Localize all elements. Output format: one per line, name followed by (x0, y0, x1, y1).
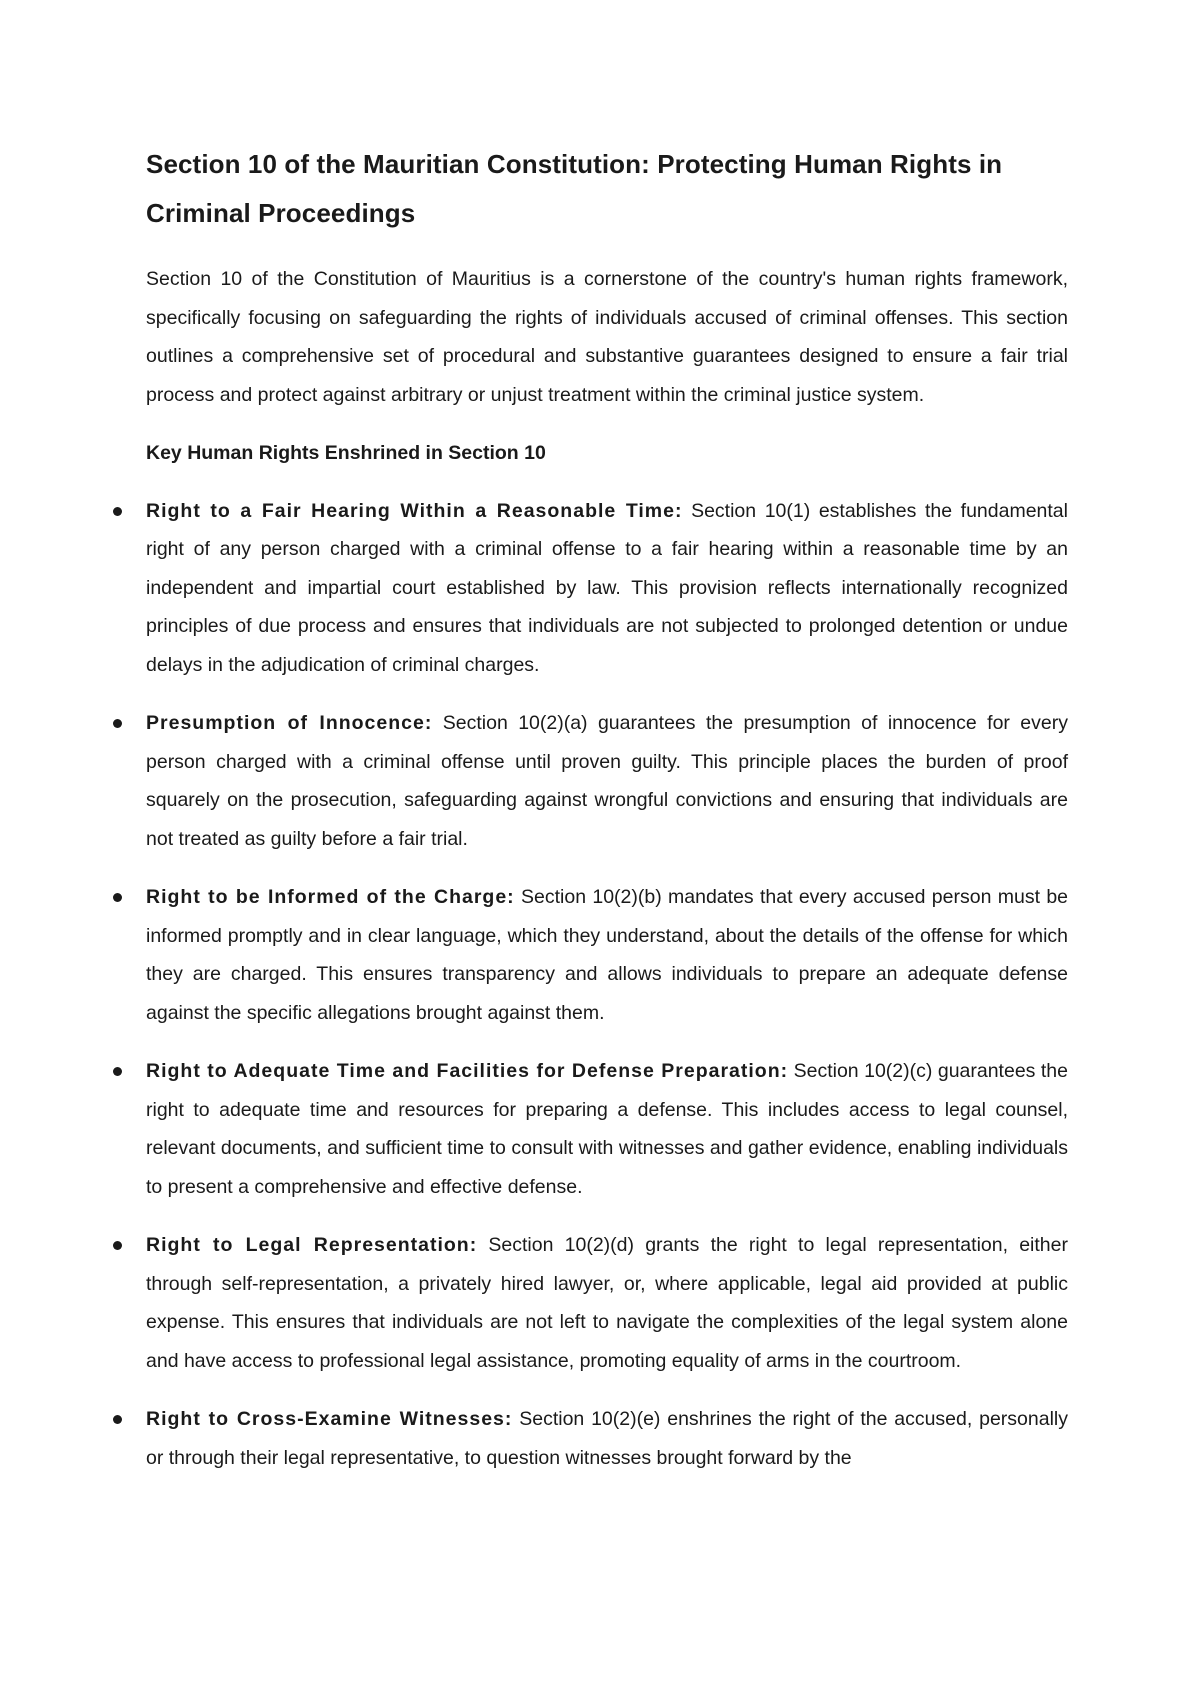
right-term: Right to a Fair Hearing Within a Reasonable Time: (146, 499, 683, 522)
document-page (146, 140, 1068, 1497)
right-term: Presumption of Innocence: (146, 712, 433, 734)
bullet-icon (113, 1241, 122, 1250)
right-term: Right to Cross-Examine Witnesses: (146, 1408, 513, 1430)
right-description: Section 10(2)(e) enshrines the right of the accused, personally or through their legal representative, to question witnesses brought forward by the (146, 1408, 1068, 1469)
right-description: Section 10(2)(b) mandates that every accused person must be informed promptly and in clear language, which they understand, about the details of the offense for which they are charged. This ensures transparency and allows individuals to prepare an adequate defense against the specific allegations brought against them. (146, 886, 1069, 1024)
right-term: Right to be Informed of the Charge: (146, 886, 515, 908)
document-title: Section 10 of the Mauritian Constitution: Protecting Human Rights in Criminal Proceedings (146, 149, 1003, 228)
list-item (146, 492, 1068, 685)
list-item (146, 704, 1068, 858)
right-description: Section 10(2)(c) guarantees the right to adequate time and resources for preparing a defense. This includes access to legal counsel, relevant documents, and sufficient time to consult with witnesses and gather evidence, enabling individuals to present a comprehensive and effective defense. (146, 1060, 1068, 1198)
bullet-icon (113, 893, 122, 902)
bullet-icon (113, 507, 122, 516)
section-subheading: Key Human Rights Enshrined in Section 10 (146, 442, 546, 464)
bullet-icon (113, 1415, 122, 1424)
right-description: Section 10(2)(a) guarantees the presumption of innocence for every person charged with a criminal offense until proven guilty. This principle places the burden of proof squarely on the prosecution, safeguarding against wrongful convictions and ensuring that individuals are not treated as guilty before a fair trial. (146, 712, 1068, 850)
list-item (146, 1226, 1068, 1380)
right-description: Section 10(1) establishes the fundamental right of any person charged with a criminal offense to a fair hearing within a reasonable time by an independent and impartial court established by law. This provision reflects internationally recognized principles of due process and ensures that individuals are not subjected to prolonged detention or undue delays in the adjudication of criminal charges. (146, 499, 1068, 676)
rights-list (146, 492, 1068, 1478)
intro-paragraph: Section 10 of the Constitution of Mauritius is a cornerstone of the country's human rights framework, specifically focusing on safeguarding the rights of individuals accused of criminal offenses. This section outlines a comprehensive set of procedural and substantive guarantees designed to ensure a fair trial process and protect against arbitrary or unjust treatment within the criminal justice system. (146, 268, 1068, 406)
bullet-icon (113, 1067, 122, 1076)
right-term: Right to Adequate Time and Facilities for Defense Preparation: (146, 1060, 789, 1082)
list-item (146, 1400, 1068, 1477)
list-item (146, 1052, 1068, 1206)
bullet-icon (113, 719, 122, 728)
right-term: Right to Legal Representation: (146, 1234, 478, 1256)
right-description: Section 10(2)(d) grants the right to legal representation, either through self-representation, a privately hired lawyer, or, where applicable, legal aid provided at public expense. This ensures that individuals are not left to navigate the complexities of the legal system alone and have access to professional legal assistance, promoting equality of arms in the courtroom. (146, 1234, 1068, 1372)
list-item (146, 878, 1068, 1032)
